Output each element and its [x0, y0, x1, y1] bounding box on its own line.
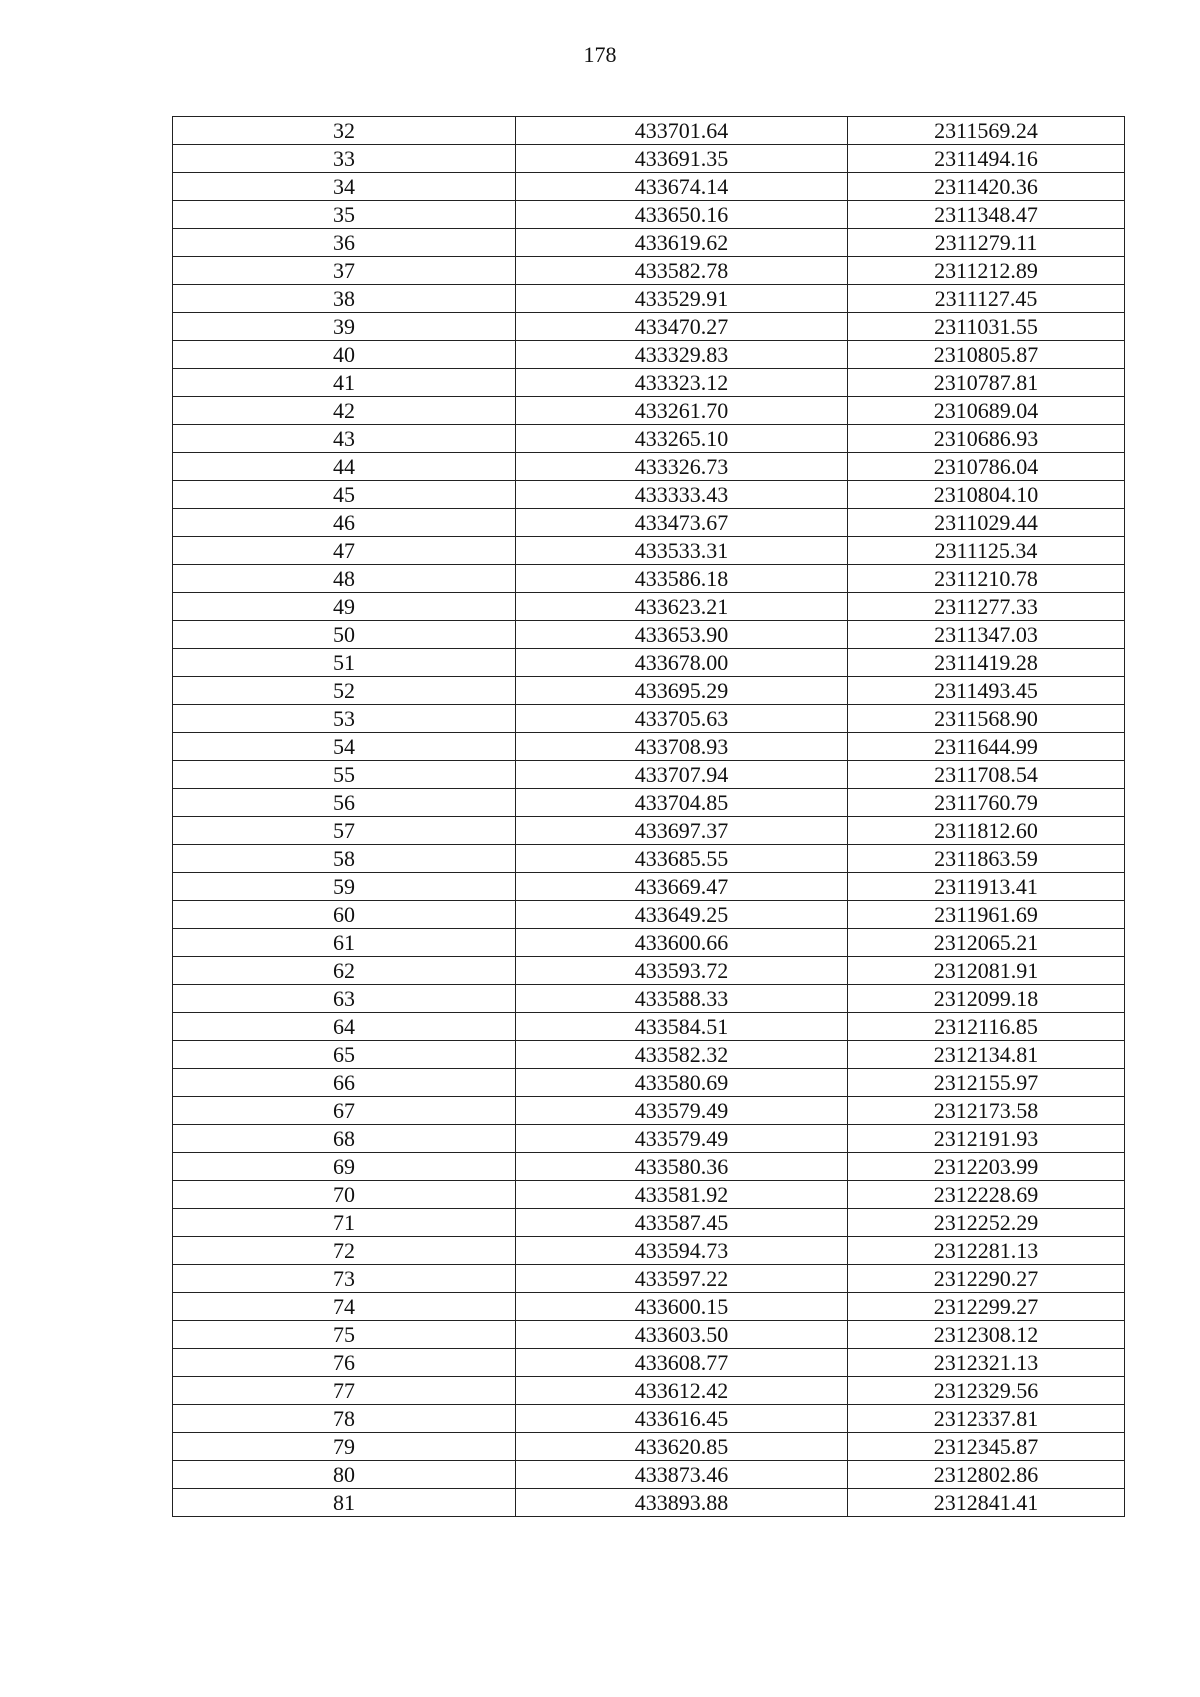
table-row [173, 649, 1125, 677]
table-row [173, 929, 1125, 957]
y-coordinate-cell: 2311961.69 [848, 901, 1125, 929]
x-coordinate-cell: 433579.49 [516, 1125, 848, 1153]
table-row [173, 761, 1125, 789]
x-coordinate-cell: 433616.45 [516, 1405, 848, 1433]
y-coordinate-cell: 2311644.99 [848, 733, 1125, 761]
table-row [173, 201, 1125, 229]
y-coordinate-cell: 2311279.11 [848, 229, 1125, 257]
x-coordinate-cell: 433707.94 [516, 761, 848, 789]
y-coordinate-cell: 2311210.78 [848, 565, 1125, 593]
point-number-cell: 71 [173, 1209, 516, 1237]
x-coordinate-cell: 433586.18 [516, 565, 848, 593]
point-number-cell: 58 [173, 845, 516, 873]
table-row [173, 1349, 1125, 1377]
x-coordinate-cell: 433649.25 [516, 901, 848, 929]
x-coordinate-cell: 433685.55 [516, 845, 848, 873]
point-number-cell: 77 [173, 1377, 516, 1405]
point-number-cell: 65 [173, 1041, 516, 1069]
table-row [173, 565, 1125, 593]
x-coordinate-cell: 433584.51 [516, 1013, 848, 1041]
y-coordinate-cell: 2310689.04 [848, 397, 1125, 425]
point-number-cell: 79 [173, 1433, 516, 1461]
x-coordinate-cell: 433323.12 [516, 369, 848, 397]
table-row [173, 341, 1125, 369]
y-coordinate-cell: 2312228.69 [848, 1181, 1125, 1209]
y-coordinate-cell: 2312329.56 [848, 1377, 1125, 1405]
y-coordinate-cell: 2312203.99 [848, 1153, 1125, 1181]
table-row [173, 1041, 1125, 1069]
page-number: 178 [583, 42, 617, 67]
point-number-cell: 51 [173, 649, 516, 677]
table-row [173, 397, 1125, 425]
table-row [173, 817, 1125, 845]
point-number-cell: 63 [173, 985, 516, 1013]
y-coordinate-cell: 2311212.89 [848, 257, 1125, 285]
y-coordinate-cell: 2312099.18 [848, 985, 1125, 1013]
y-coordinate-cell: 2311127.45 [848, 285, 1125, 313]
point-number-cell: 61 [173, 929, 516, 957]
y-coordinate-cell: 2310786.04 [848, 453, 1125, 481]
table-row [173, 733, 1125, 761]
table-row [173, 1181, 1125, 1209]
x-coordinate-cell: 433695.29 [516, 677, 848, 705]
coordinates-table [172, 116, 1125, 1517]
y-coordinate-cell: 2312290.27 [848, 1265, 1125, 1293]
table-row [173, 481, 1125, 509]
table-row [173, 229, 1125, 257]
y-coordinate-cell: 2311125.34 [848, 537, 1125, 565]
x-coordinate-cell: 433326.73 [516, 453, 848, 481]
x-coordinate-cell: 433669.47 [516, 873, 848, 901]
table-row [173, 901, 1125, 929]
point-number-cell: 37 [173, 257, 516, 285]
point-number-cell: 70 [173, 1181, 516, 1209]
table-row [173, 285, 1125, 313]
x-coordinate-cell: 433597.22 [516, 1265, 848, 1293]
x-coordinate-cell: 433674.14 [516, 173, 848, 201]
point-number-cell: 38 [173, 285, 516, 313]
y-coordinate-cell: 2311812.60 [848, 817, 1125, 845]
x-coordinate-cell: 433603.50 [516, 1321, 848, 1349]
y-coordinate-cell: 2312841.41 [848, 1489, 1125, 1517]
point-number-cell: 39 [173, 313, 516, 341]
point-number-cell: 72 [173, 1237, 516, 1265]
point-number-cell: 48 [173, 565, 516, 593]
y-coordinate-cell: 2311029.44 [848, 509, 1125, 537]
y-coordinate-cell: 2312155.97 [848, 1069, 1125, 1097]
point-number-cell: 59 [173, 873, 516, 901]
x-coordinate-cell: 433587.45 [516, 1209, 848, 1237]
y-coordinate-cell: 2310804.10 [848, 481, 1125, 509]
table-row [173, 173, 1125, 201]
x-coordinate-cell: 433533.31 [516, 537, 848, 565]
x-coordinate-cell: 433333.43 [516, 481, 848, 509]
y-coordinate-cell: 2312299.27 [848, 1293, 1125, 1321]
y-coordinate-cell: 2312191.93 [848, 1125, 1125, 1153]
point-number-cell: 32 [173, 117, 516, 145]
y-coordinate-cell: 2312173.58 [848, 1097, 1125, 1125]
point-number-cell: 52 [173, 677, 516, 705]
table-row [173, 453, 1125, 481]
table-row [173, 509, 1125, 537]
table-row [173, 1153, 1125, 1181]
table-row [173, 1097, 1125, 1125]
x-coordinate-cell: 433612.42 [516, 1377, 848, 1405]
table-row [173, 1377, 1125, 1405]
point-number-cell: 60 [173, 901, 516, 929]
table-row [173, 621, 1125, 649]
table-row [173, 957, 1125, 985]
x-coordinate-cell: 433329.83 [516, 341, 848, 369]
x-coordinate-cell: 433623.21 [516, 593, 848, 621]
x-coordinate-cell: 433582.78 [516, 257, 848, 285]
table-row [173, 1069, 1125, 1097]
y-coordinate-cell: 2311347.03 [848, 621, 1125, 649]
x-coordinate-cell: 433697.37 [516, 817, 848, 845]
point-number-cell: 41 [173, 369, 516, 397]
x-coordinate-cell: 433581.92 [516, 1181, 848, 1209]
y-coordinate-cell: 2310805.87 [848, 341, 1125, 369]
table-row [173, 145, 1125, 173]
x-coordinate-cell: 433893.88 [516, 1489, 848, 1517]
table-body [173, 117, 1125, 1517]
y-coordinate-cell: 2312281.13 [848, 1237, 1125, 1265]
x-coordinate-cell: 433580.69 [516, 1069, 848, 1097]
point-number-cell: 62 [173, 957, 516, 985]
y-coordinate-cell: 2311913.41 [848, 873, 1125, 901]
x-coordinate-cell: 433594.73 [516, 1237, 848, 1265]
y-coordinate-cell: 2311568.90 [848, 705, 1125, 733]
x-coordinate-cell: 433473.67 [516, 509, 848, 537]
x-coordinate-cell: 433619.62 [516, 229, 848, 257]
y-coordinate-cell: 2312134.81 [848, 1041, 1125, 1069]
point-number-cell: 47 [173, 537, 516, 565]
x-coordinate-cell: 433653.90 [516, 621, 848, 649]
point-number-cell: 44 [173, 453, 516, 481]
x-coordinate-cell: 433691.35 [516, 145, 848, 173]
x-coordinate-cell: 433704.85 [516, 789, 848, 817]
point-number-cell: 66 [173, 1069, 516, 1097]
point-number-cell: 40 [173, 341, 516, 369]
point-number-cell: 68 [173, 1125, 516, 1153]
x-coordinate-cell: 433650.16 [516, 201, 848, 229]
table-row [173, 1461, 1125, 1489]
x-coordinate-cell: 433265.10 [516, 425, 848, 453]
table-row [173, 313, 1125, 341]
x-coordinate-cell: 433620.85 [516, 1433, 848, 1461]
table-row [173, 1237, 1125, 1265]
point-number-cell: 42 [173, 397, 516, 425]
x-coordinate-cell: 433579.49 [516, 1097, 848, 1125]
x-coordinate-cell: 433873.46 [516, 1461, 848, 1489]
point-number-cell: 49 [173, 593, 516, 621]
point-number-cell: 64 [173, 1013, 516, 1041]
point-number-cell: 75 [173, 1321, 516, 1349]
table-row [173, 1265, 1125, 1293]
point-number-cell: 81 [173, 1489, 516, 1517]
y-coordinate-cell: 2311031.55 [848, 313, 1125, 341]
point-number-cell: 36 [173, 229, 516, 257]
x-coordinate-cell: 433701.64 [516, 117, 848, 145]
y-coordinate-cell: 2312252.29 [848, 1209, 1125, 1237]
point-number-cell: 56 [173, 789, 516, 817]
table-row [173, 537, 1125, 565]
y-coordinate-cell: 2312321.13 [848, 1349, 1125, 1377]
point-number-cell: 73 [173, 1265, 516, 1293]
point-number-cell: 80 [173, 1461, 516, 1489]
table-row [173, 985, 1125, 1013]
y-coordinate-cell: 2311348.47 [848, 201, 1125, 229]
point-number-cell: 55 [173, 761, 516, 789]
table-row [173, 1321, 1125, 1349]
table-row [173, 425, 1125, 453]
point-number-cell: 76 [173, 1349, 516, 1377]
y-coordinate-cell: 2311420.36 [848, 173, 1125, 201]
x-coordinate-cell: 433678.00 [516, 649, 848, 677]
point-number-cell: 35 [173, 201, 516, 229]
table-row [173, 873, 1125, 901]
point-number-cell: 54 [173, 733, 516, 761]
x-coordinate-cell: 433582.32 [516, 1041, 848, 1069]
x-coordinate-cell: 433708.93 [516, 733, 848, 761]
y-coordinate-cell: 2312802.86 [848, 1461, 1125, 1489]
table-row [173, 593, 1125, 621]
y-coordinate-cell: 2310787.81 [848, 369, 1125, 397]
table-row [173, 705, 1125, 733]
y-coordinate-cell: 2311277.33 [848, 593, 1125, 621]
table-row [173, 1125, 1125, 1153]
point-number-cell: 46 [173, 509, 516, 537]
table-row [173, 789, 1125, 817]
point-number-cell: 67 [173, 1097, 516, 1125]
table-row [173, 845, 1125, 873]
point-number-cell: 53 [173, 705, 516, 733]
y-coordinate-cell: 2311708.54 [848, 761, 1125, 789]
x-coordinate-cell: 433600.66 [516, 929, 848, 957]
table-row [173, 1293, 1125, 1321]
y-coordinate-cell: 2312308.12 [848, 1321, 1125, 1349]
point-number-cell: 57 [173, 817, 516, 845]
y-coordinate-cell: 2311494.16 [848, 145, 1125, 173]
x-coordinate-cell: 433580.36 [516, 1153, 848, 1181]
point-number-cell: 43 [173, 425, 516, 453]
point-number-cell: 34 [173, 173, 516, 201]
y-coordinate-cell: 2311760.79 [848, 789, 1125, 817]
point-number-cell: 33 [173, 145, 516, 173]
y-coordinate-cell: 2311863.59 [848, 845, 1125, 873]
point-number-cell: 74 [173, 1293, 516, 1321]
y-coordinate-cell: 2312116.85 [848, 1013, 1125, 1041]
x-coordinate-cell: 433705.63 [516, 705, 848, 733]
table-row [173, 1209, 1125, 1237]
x-coordinate-cell: 433600.15 [516, 1293, 848, 1321]
point-number-cell: 45 [173, 481, 516, 509]
x-coordinate-cell: 433470.27 [516, 313, 848, 341]
y-coordinate-cell: 2312345.87 [848, 1433, 1125, 1461]
y-coordinate-cell: 2310686.93 [848, 425, 1125, 453]
y-coordinate-cell: 2312337.81 [848, 1405, 1125, 1433]
table-row [173, 677, 1125, 705]
point-number-cell: 69 [173, 1153, 516, 1181]
y-coordinate-cell: 2312081.91 [848, 957, 1125, 985]
y-coordinate-cell: 2311569.24 [848, 117, 1125, 145]
y-coordinate-cell: 2311419.28 [848, 649, 1125, 677]
table-row [173, 1013, 1125, 1041]
table-row [173, 1433, 1125, 1461]
table-row [173, 369, 1125, 397]
table-row [173, 1405, 1125, 1433]
point-number-cell: 50 [173, 621, 516, 649]
x-coordinate-cell: 433608.77 [516, 1349, 848, 1377]
table-row [173, 1489, 1125, 1517]
x-coordinate-cell: 433593.72 [516, 957, 848, 985]
table-row [173, 257, 1125, 285]
x-coordinate-cell: 433529.91 [516, 285, 848, 313]
point-number-cell: 78 [173, 1405, 516, 1433]
x-coordinate-cell: 433261.70 [516, 397, 848, 425]
x-coordinate-cell: 433588.33 [516, 985, 848, 1013]
y-coordinate-cell: 2311493.45 [848, 677, 1125, 705]
y-coordinate-cell: 2312065.21 [848, 929, 1125, 957]
table-row [173, 117, 1125, 145]
